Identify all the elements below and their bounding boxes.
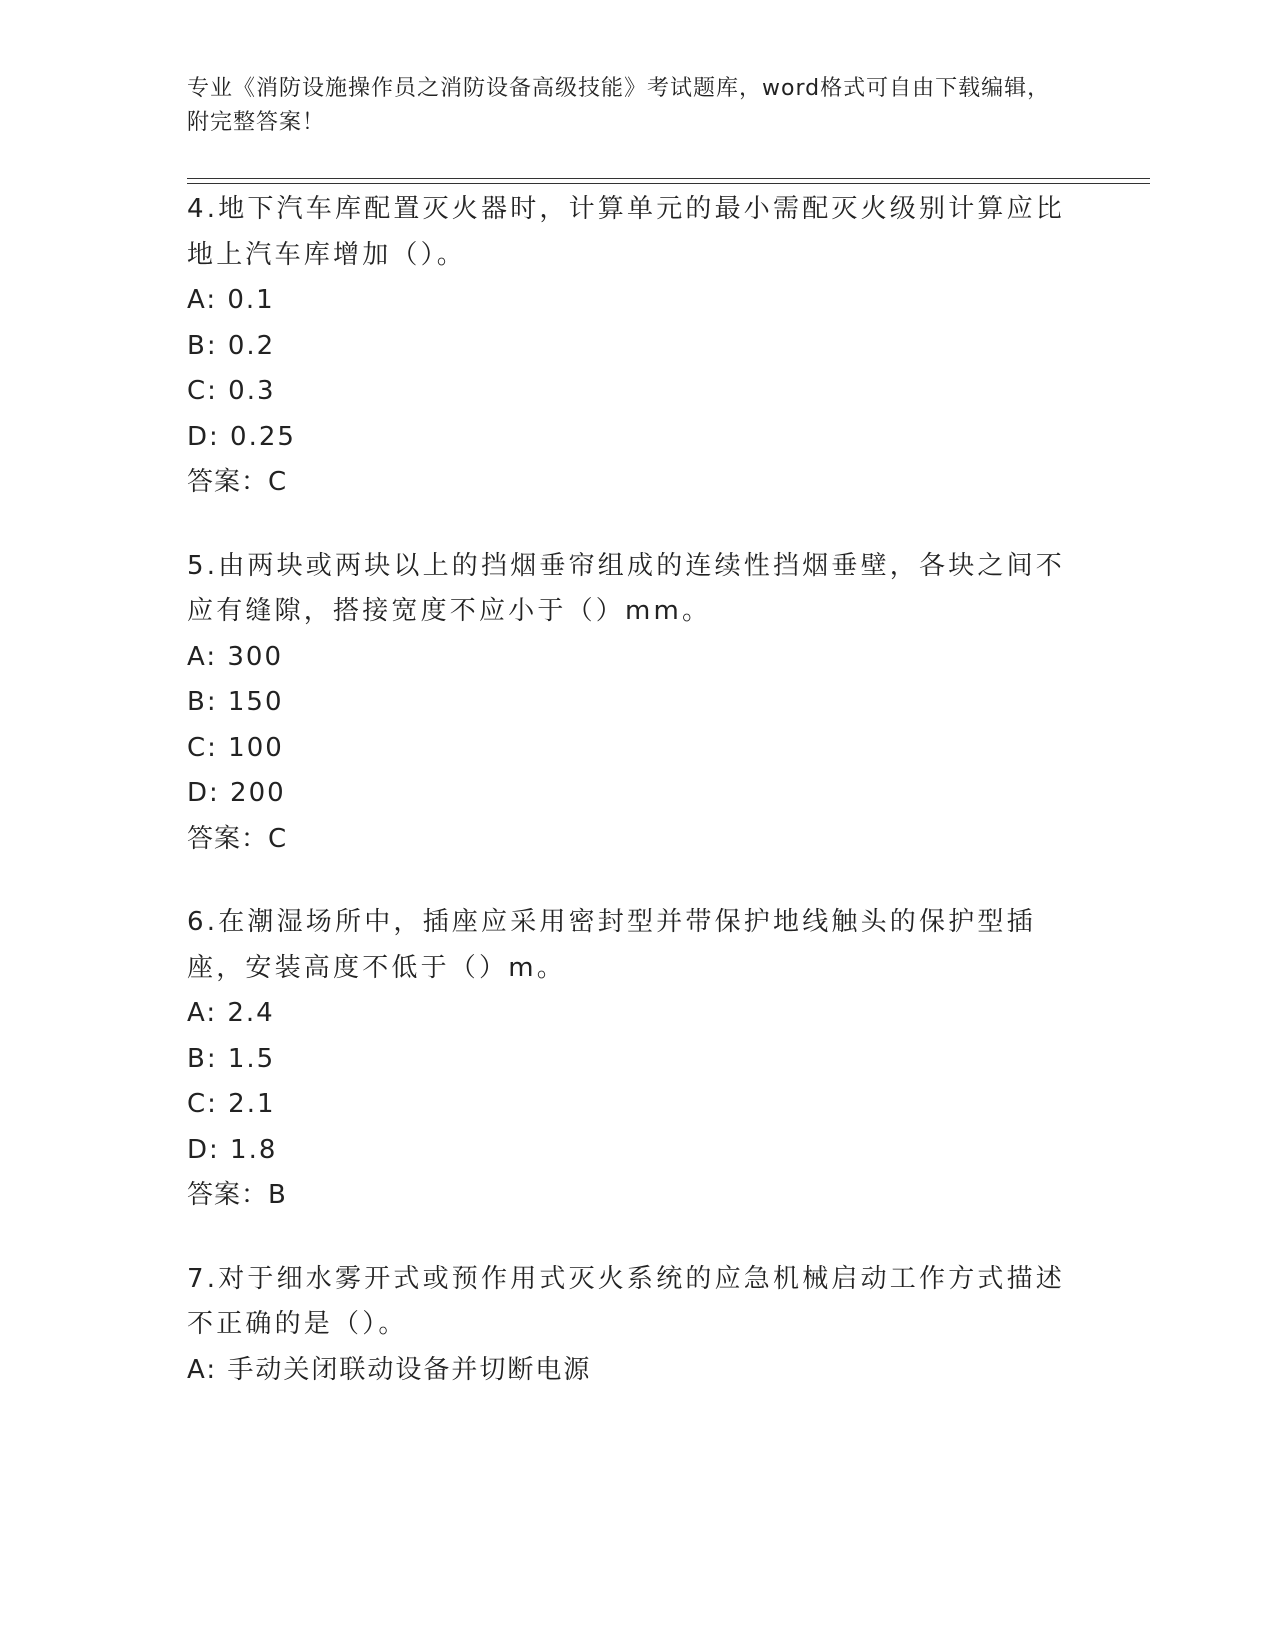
option-a: A: 手动关闭联动设备并切断电源 (187, 1354, 592, 1385)
answer: 答案：B (187, 1180, 287, 1210)
option-a: A: 2.4 (187, 998, 275, 1028)
option-c: C: 100 (187, 732, 284, 763)
question-list (187, 187, 1067, 1431)
option-c: C: 2.1 (187, 1089, 276, 1119)
option-d: D: 200 (187, 778, 286, 808)
option-b: B: 150 (187, 687, 284, 717)
question-6 (187, 900, 1067, 1219)
question-5 (187, 544, 1067, 863)
question-text: 6.在潮湿场所中，插座应采用密封型并带保护地线触头的保护型插座，安装高度不低于（）m。 (187, 907, 1036, 983)
option-a: A: 0.1 (187, 285, 275, 315)
option-a: A: 300 (187, 641, 283, 672)
header-divider-top (187, 178, 1150, 179)
question-4 (187, 187, 1067, 506)
question-text: 7.对于细水雾开式或预作用式灭火系统的应急机械启动工作方式描述不正确的是（）。 (187, 1263, 1066, 1339)
option-d: D: 1.8 (187, 1134, 278, 1165)
question-text: 5.由两块或两块以上的挡烟垂帘组成的连续性挡烟垂壁，各块之间不应有缝隙，搭接宽度不应小于（）mm。 (187, 550, 1066, 626)
option-b: B: 0.2 (187, 330, 276, 361)
option-b: B: 1.5 (187, 1043, 276, 1074)
answer: 答案：C (187, 467, 288, 497)
document-header: 专业《消防设施操作员之消防设备高级技能》考试题库，word格式可自由下载编辑，附完整答案！ (187, 76, 1051, 135)
header-divider-bottom (187, 183, 1150, 184)
question-7 (187, 1257, 1067, 1394)
question-text: 4.地下汽车库配置灭火器时，计算单元的最小需配灭火级别计算应比地上汽车库增加（）。 (187, 194, 1066, 270)
answer: 答案：C (187, 823, 288, 854)
option-d: D: 0.25 (187, 421, 296, 452)
option-c: C: 0.3 (187, 376, 276, 406)
